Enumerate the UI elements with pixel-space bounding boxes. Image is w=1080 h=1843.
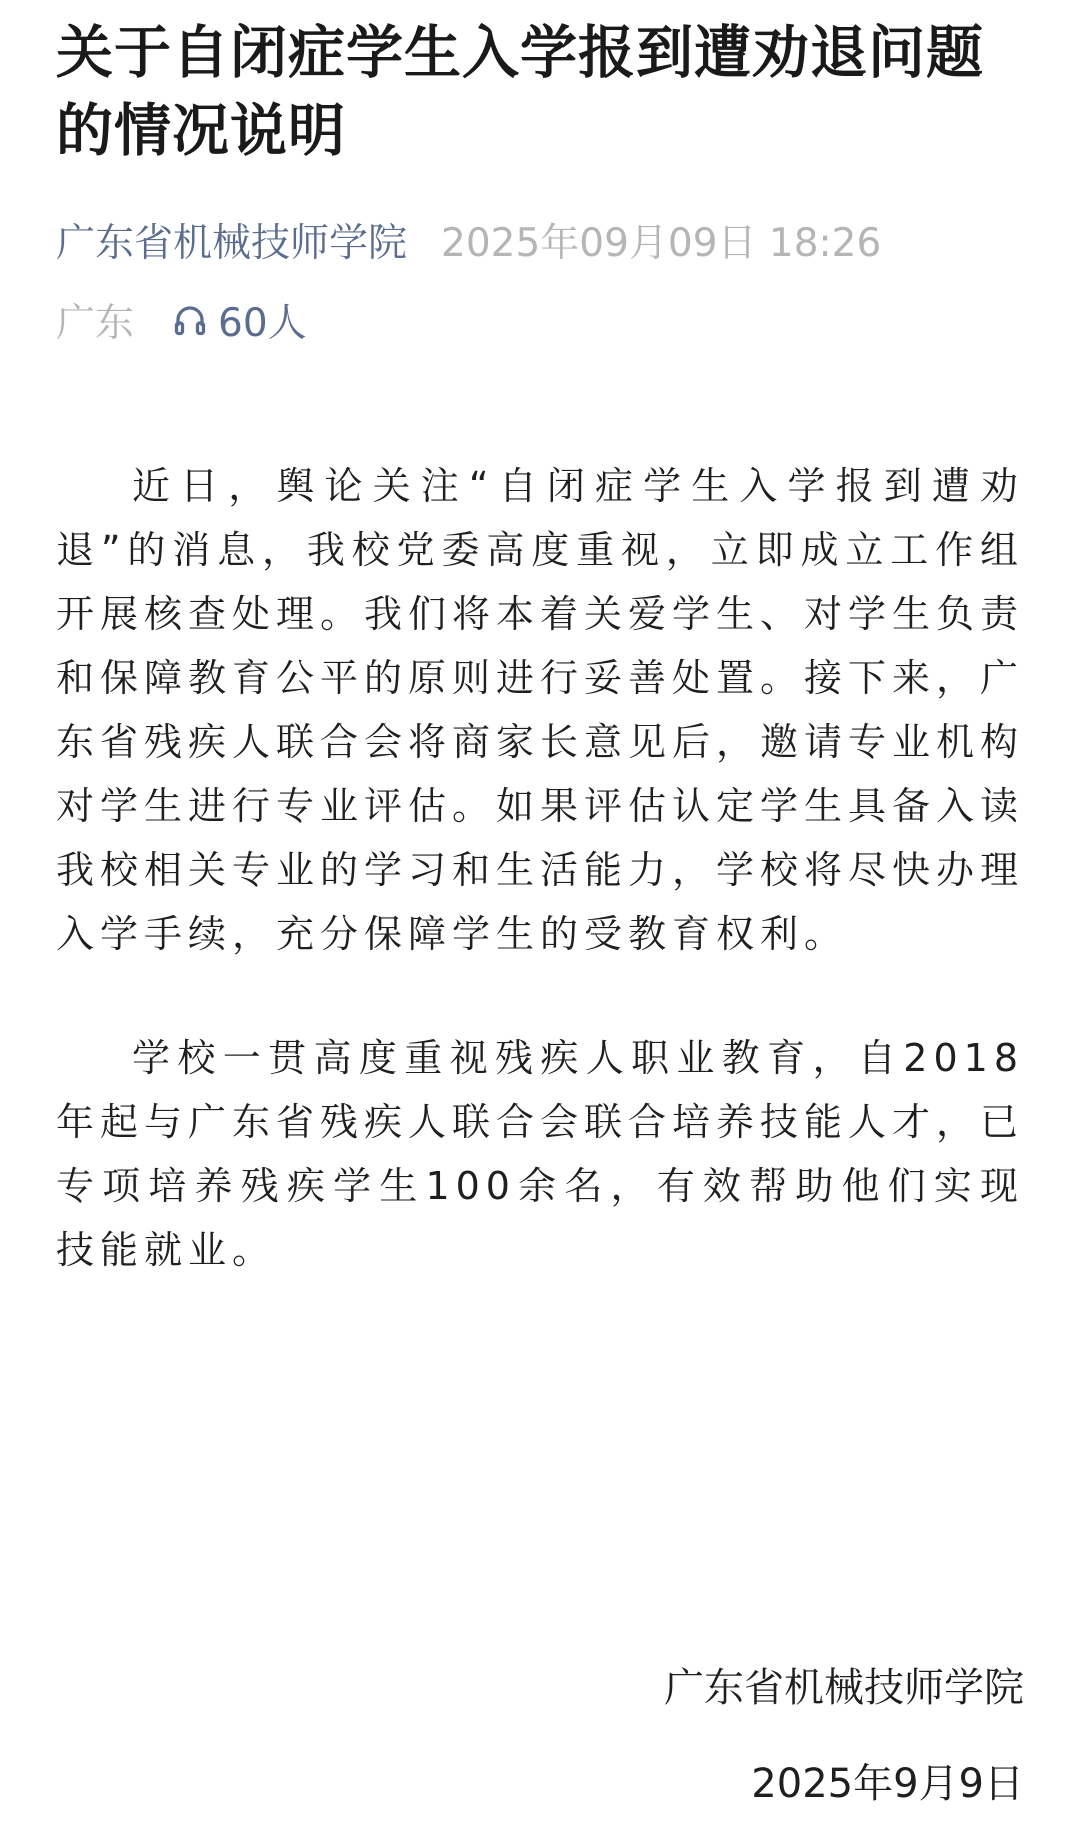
article-title: 关于自闭症学生入学报到遭劝退问题的情况说明: [56, 20, 984, 164]
paragraph-2: 学校一贯高度重视残疾人职业教育，自2018年起与广东省残疾人联合会联合培养技能人才，已专项培养残疾学生100余名，有效帮助他们实现技能就业。: [56, 1036, 1025, 1272]
account-name-link[interactable]: 广东省机械技师学院: [56, 221, 408, 266]
article-meta-secondary: [56, 292, 1024, 348]
publish-time: 2025年09月09日 18:26: [441, 221, 882, 266]
ip-region: 广东: [56, 301, 135, 346]
listen-button[interactable]: [172, 292, 307, 348]
signature-org: 广东省机械技师学院: [664, 1665, 1024, 1711]
article-meta: [56, 212, 1024, 268]
signature-date: 2025年9月9日: [751, 1761, 1024, 1807]
paragraph-1: 近日，舆论关注“自闭症学生入学报到遭劝退”的消息，我校党委高度重视，立即成立工作组开展核查处理。我们将本着关爱学生、对学生负责和保障教育公平的原则进行妥善处置。接下来，广东省残疾人联合会将商家长意见后，邀请专业机构对学生进行专业评估。如果评估认定学生具备入读我校相关专业的学习和生活能力，学校将尽快办理入学手续，充分保障学生的受教育权利。: [56, 464, 1025, 956]
headphones-icon: [172, 302, 208, 338]
listen-count: 60人: [218, 301, 307, 346]
article-body: [56, 454, 1024, 1282]
